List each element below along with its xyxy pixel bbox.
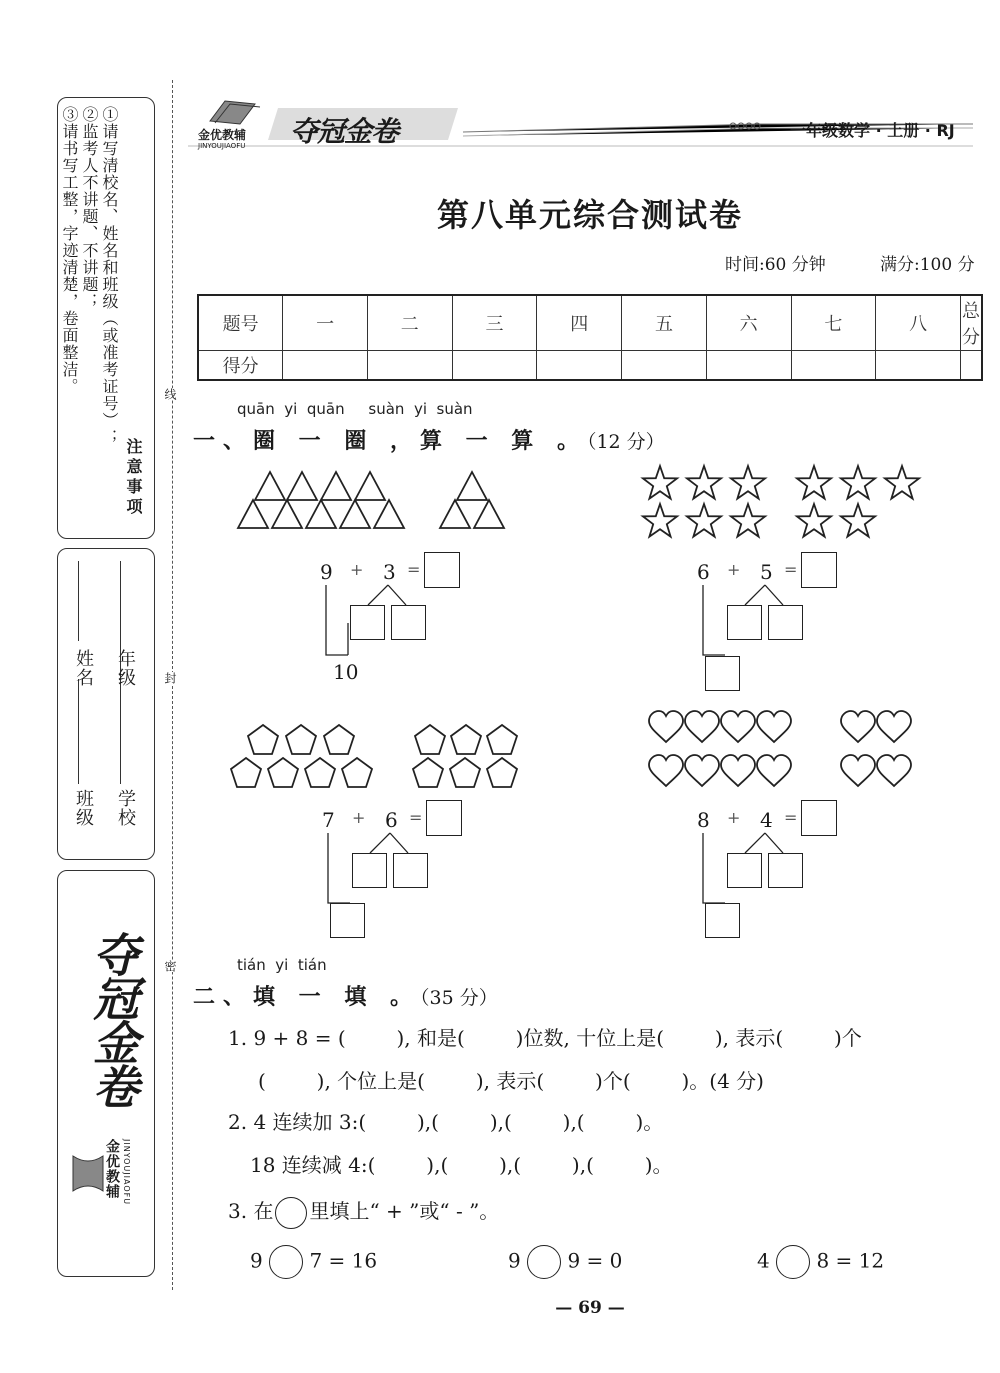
score-input-cell[interactable] <box>367 351 452 381</box>
score-table-score-row <box>198 351 982 381</box>
star-group <box>638 462 928 542</box>
notice-line-1: ①请写清校名、姓名和班级（或准考证号）； <box>100 106 119 446</box>
p2-addend-a: 6 <box>697 560 710 584</box>
p3-operator: + <box>352 808 366 827</box>
p4-operator: + <box>727 808 741 827</box>
full-score: 满分:100 分 <box>880 255 975 275</box>
header-brand-pinyin: JINYOUJIAOFU <box>198 142 246 150</box>
score-input-cell[interactable] <box>452 351 537 381</box>
brand-book-icon <box>68 1151 108 1201</box>
time-limit: 时间:60 分钟 <box>725 255 826 275</box>
page-title: 第八单元综合测试卷 <box>436 196 743 234</box>
score-input-cell[interactable] <box>283 351 368 381</box>
score-cell: 四 <box>537 295 622 351</box>
q3-item-1-circle[interactable] <box>269 1245 303 1279</box>
p3-ten-box[interactable] <box>330 903 365 938</box>
score-cell: 一 <box>283 295 368 351</box>
section1-heading-text: 一、圈 一 圈 ，算 一 算 。 <box>193 428 587 454</box>
brand-small: 金优教辅 <box>104 1139 120 1199</box>
p4-ten-box[interactable] <box>705 903 740 938</box>
q2-line-2: 18 连续减 4:( ),( ),( ),( )。 <box>250 1153 673 1177</box>
p3-split-box-1[interactable] <box>352 853 387 888</box>
heart-group <box>648 708 928 788</box>
p3-equals: = <box>409 808 423 827</box>
section2-pinyin: tián yi tián <box>237 956 327 974</box>
q3-item-1 <box>250 1245 377 1279</box>
score-input-cell[interactable] <box>537 351 622 381</box>
score-cell: 总分 <box>960 295 982 351</box>
section1-points: （12 分） <box>586 431 665 453</box>
score-row-label: 得分 <box>198 351 283 381</box>
q3-item-3 <box>757 1245 884 1279</box>
q3-item-2-rest: 9 = 0 <box>567 1248 623 1273</box>
score-table <box>197 294 983 381</box>
section2-points: （35 分） <box>419 987 498 1009</box>
section2-heading-text: 二、填 一 填 。 <box>193 984 420 1010</box>
school-label: 学校 <box>115 789 136 827</box>
p4-addend-a: 8 <box>697 808 710 832</box>
triangle-group <box>235 468 515 538</box>
p1-hint-ten: 10 <box>333 660 359 684</box>
notice-line-2: ②监考人不讲题、不讲题； <box>80 106 99 310</box>
header-series-logo: 夺冠金卷 <box>290 115 399 148</box>
q2-line-1: 2. 4 连续加 3:( ),( ),( ),( )。 <box>228 1110 664 1134</box>
p2-split-box-2[interactable] <box>768 605 803 640</box>
score-cell: 八 <box>876 295 961 351</box>
p1-addend-b: 3 <box>383 560 396 584</box>
score-cell: 三 <box>452 295 537 351</box>
p4-split-box-1[interactable] <box>727 853 762 888</box>
grade-line[interactable] <box>120 561 121 641</box>
q1-line-2: ( ), 个位上是( ), 表示( )个( )。(4 分) <box>258 1069 764 1093</box>
q3-item-3-circle[interactable] <box>776 1245 810 1279</box>
cut-label-secret: 密 <box>163 960 177 972</box>
q3-item-1-rest: 7 = 16 <box>309 1248 378 1273</box>
p2-equals: = <box>784 560 798 579</box>
header-brand: 金优教辅 <box>198 128 247 142</box>
score-table-header-row <box>198 295 982 351</box>
p3-addend-b: 6 <box>385 808 398 832</box>
q3-circle-example <box>275 1197 307 1229</box>
score-input-cell[interactable] <box>791 351 876 381</box>
section1-pinyin: quān yi quān suàn yi suàn <box>237 400 473 418</box>
p2-ten-box[interactable] <box>705 656 740 691</box>
q3-item-1-a: 9 <box>250 1248 263 1273</box>
grade-label: 年级 <box>115 649 136 687</box>
section2-heading <box>193 980 498 1011</box>
class-line[interactable] <box>78 679 79 784</box>
q3-item-2-circle[interactable] <box>527 1245 561 1279</box>
p2-operator: + <box>727 560 741 579</box>
q3-item-2 <box>508 1245 622 1279</box>
name-label: 姓名 <box>73 649 94 687</box>
header-subject: 一年级数学 · 上册 · RJ <box>790 121 955 140</box>
p1-operator: + <box>350 560 364 579</box>
score-cell: 二 <box>367 295 452 351</box>
p2-split-box-1[interactable] <box>727 605 762 640</box>
p1-equals: = <box>407 560 421 579</box>
q1-line-1: 1. 9 + 8 = ( ), 和是( )位数, 十位上是( ), 表示( )个 <box>228 1026 862 1050</box>
q3-post: 里填上“ + ”或“ - ”。 <box>309 1199 500 1223</box>
p1-split-box-1[interactable] <box>350 605 385 640</box>
header-book-icon <box>205 96 265 126</box>
notice-panel <box>57 97 155 539</box>
score-input-cell[interactable] <box>622 351 707 381</box>
cut-label-line: 线 <box>163 388 177 400</box>
class-label: 班级 <box>73 789 94 827</box>
score-cell: 题号 <box>198 295 283 351</box>
p4-split-box-2[interactable] <box>768 853 803 888</box>
q3-item-2-a: 9 <box>508 1248 521 1273</box>
score-input-cell[interactable] <box>876 351 961 381</box>
name-line[interactable] <box>78 561 79 641</box>
brand-small-pinyin: JINYOUJIAOFU <box>122 1139 131 1206</box>
score-cell: 五 <box>622 295 707 351</box>
score-input-cell[interactable] <box>960 351 982 381</box>
notice-title: 注意事项 <box>124 438 143 518</box>
q3-item-3-a: 4 <box>757 1248 770 1273</box>
p3-addend-a: 7 <box>322 808 335 832</box>
p1-addend-a: 9 <box>320 560 333 584</box>
score-input-cell[interactable] <box>706 351 791 381</box>
p2-addend-b: 5 <box>760 560 773 584</box>
score-cell: 六 <box>706 295 791 351</box>
page-number: — 69 — <box>555 1298 625 1318</box>
cut-label-seal: 封 <box>163 672 177 684</box>
brand-vertical-logo: 夺冠金卷 <box>86 931 140 1107</box>
p3-split-box-2[interactable] <box>393 853 428 888</box>
p4-addend-b: 4 <box>760 808 773 832</box>
cut-line <box>172 80 173 1290</box>
student-info-panel <box>57 548 155 860</box>
p4-equals: = <box>784 808 798 827</box>
p1-split-box-2[interactable] <box>391 605 426 640</box>
section1-heading <box>193 424 665 455</box>
q3-pre: 3. 在 <box>228 1199 274 1223</box>
q3-instruction <box>228 1195 499 1229</box>
score-cell: 七 <box>791 295 876 351</box>
brand-panel <box>57 870 155 1277</box>
q3-item-3-rest: 8 = 12 <box>816 1248 885 1273</box>
notice-line-3: ③请书写工整，字迹清楚，卷面整洁。 <box>60 106 79 395</box>
pentagon-group <box>228 720 518 790</box>
